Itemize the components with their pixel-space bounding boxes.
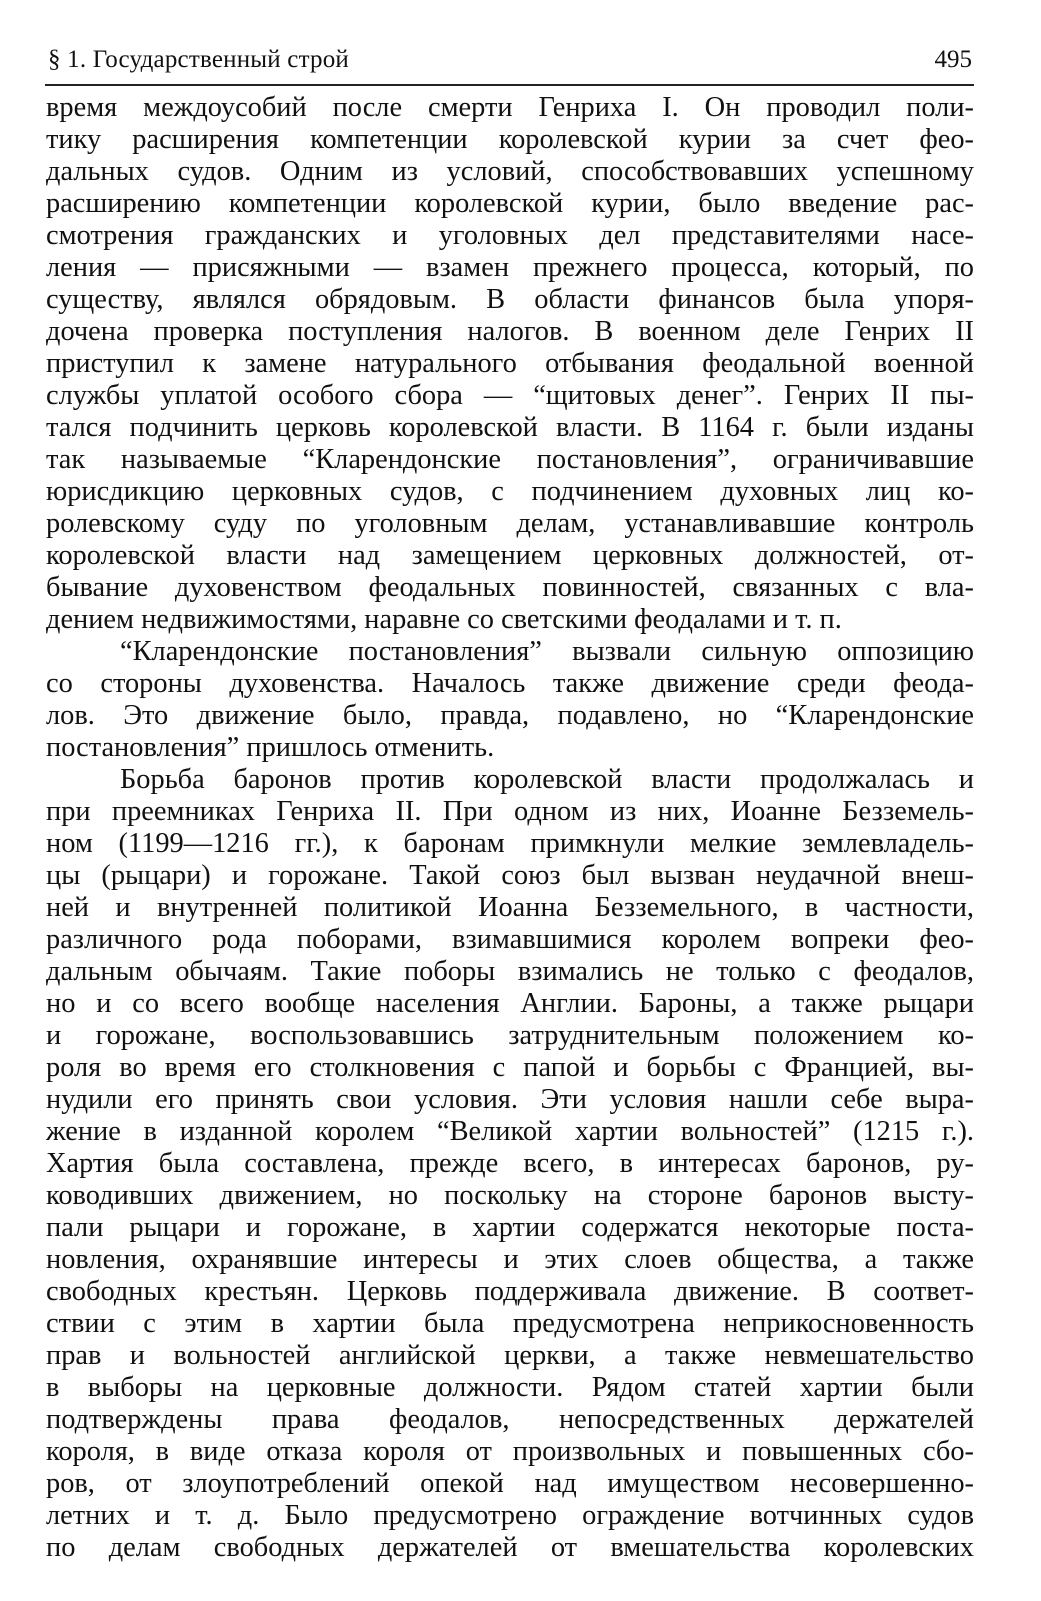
- text-line: бывание духовенством феодальных повинностей, связанных с вла-: [46, 572, 974, 603]
- text-line: ствии с этим в хартии была предусмотрена неприкосновенность: [46, 1308, 974, 1339]
- text-line: по делам свободных держателей от вмешательства королевских: [46, 1532, 974, 1563]
- text-line: юрисдикцию церковных судов, с подчинением духовных лиц ко-: [46, 476, 974, 507]
- text-line: тался подчинить церковь королевской власти. В 1164 г. были изданы: [46, 412, 974, 443]
- text-line: летних и т. д. Было предусмотрено ограждение вотчинных судов: [46, 1500, 974, 1531]
- paragraph: [46, 636, 974, 764]
- text-line: нудили его принять свои условия. Эти условия нашли себе выра-: [46, 1084, 974, 1115]
- text-line: со стороны духовенства. Началось также движение среди феода-: [46, 668, 974, 699]
- running-header: [45, 42, 974, 86]
- text-line: но и со всего вообще населения Англии. Бароны, а также рыцари: [46, 988, 974, 1019]
- text-line: ном (1199—1216 гг.), к баронам примкнули мелкие землевладель-: [46, 828, 974, 859]
- text-line: смотрения гражданских и уголовных дел представителями насе-: [46, 220, 974, 251]
- text-line: ров, от злоупотреблений опекой над имуществом несовершенно-: [46, 1468, 974, 1499]
- section-title: § 1. Государственный строй: [48, 46, 350, 73]
- text-line: тику расширения компетенции королевской курии за счет фео-: [46, 124, 974, 155]
- text-line: Борьба баронов против королевской власти продолжалась и: [120, 764, 974, 795]
- text-line: новления, охранявшие интересы и этих слоев общества, а также: [46, 1244, 974, 1275]
- text-line: дальных судов. Одним из условий, способствовавших успешному: [46, 156, 974, 187]
- text-line: время междоусобий после смерти Генриха I. Он проводил поли-: [46, 92, 974, 123]
- text-line: при преемниках Генриха II. При одном из них, Иоанне Безземель-: [46, 796, 974, 827]
- text-line: ководивших движением, но поскольку на стороне баронов высту-: [46, 1180, 974, 1211]
- text-line: и горожане, воспользовавшись затруднительным положением ко-: [46, 1020, 974, 1051]
- text-line: королевской власти над замещением церковных должностей, от-: [46, 540, 974, 571]
- text-line: Хартия была составлена, прежде всего, в интересах баронов, ру-: [46, 1148, 974, 1179]
- text-line: ролевскому суду по уголовным делам, устанавливавшие контроль: [46, 508, 974, 539]
- text-line: подтверждены права феодалов, непосредственных держателей: [46, 1404, 974, 1435]
- body-text: [46, 92, 974, 1564]
- text-line: в выборы на церковные должности. Рядом статей хартии были: [46, 1372, 974, 1403]
- text-line: существу, являлся обрядовым. В области финансов была упоря-: [46, 284, 974, 315]
- text-line: дением недвижимостями, наравне со светскими феодалами и т. п.: [46, 604, 842, 635]
- text-line: свободных крестьян. Церковь поддерживала движение. В соответ-: [46, 1276, 974, 1307]
- text-line: приступил к замене натурального отбывания феодальной военной: [46, 348, 974, 379]
- text-line: жение в изданной королем “Великой хартии вольностей” (1215 г.).: [46, 1116, 974, 1147]
- text-line: “Кларендонские постановления” вызвали сильную оппозицию: [120, 636, 974, 667]
- text-line: роля во время его столкновения с папой и борьбы с Францией, вы-: [46, 1052, 974, 1083]
- text-line: различного рода поборами, взимавшимися королем вопреки фео-: [46, 924, 974, 955]
- text-line: пали рыцари и горожане, в хартии содержатся некоторые поста-: [46, 1212, 974, 1243]
- paragraph: [46, 764, 974, 1564]
- text-line: службы уплатой особого сбора — “щитовых денег”. Генрих II пы-: [46, 380, 974, 411]
- text-line: дочена проверка поступления налогов. В военном деле Генрих II: [46, 316, 974, 347]
- text-line: ней и внутренней политикой Иоанна Безземельного, в частности,: [46, 892, 974, 923]
- text-line: постановления” пришлось отменить.: [46, 732, 495, 763]
- text-line: лов. Это движение было, правда, подавлено, но “Кларендонские: [46, 700, 974, 731]
- paragraph: [46, 92, 974, 636]
- text-line: цы (рыцари) и горожане. Такой союз был вызван неудачной внеш-: [46, 860, 974, 891]
- text-line: короля, в виде отказа короля от произвольных и повышенных сбо-: [46, 1436, 974, 1467]
- page-number: 495: [934, 46, 972, 73]
- text-line: расширению компетенции королевской курии, было введение рас-: [46, 188, 974, 219]
- text-line: так называемые “Кларендонские постановления”, ограничивавшие: [46, 444, 974, 475]
- text-line: прав и вольностей английской церкви, а также невмешательство: [46, 1340, 974, 1371]
- text-line: ления — присяжными — взамен прежнего процесса, который, по: [46, 252, 974, 283]
- text-line: дальным обычаям. Такие поборы взимались не только с феодалов,: [46, 956, 974, 987]
